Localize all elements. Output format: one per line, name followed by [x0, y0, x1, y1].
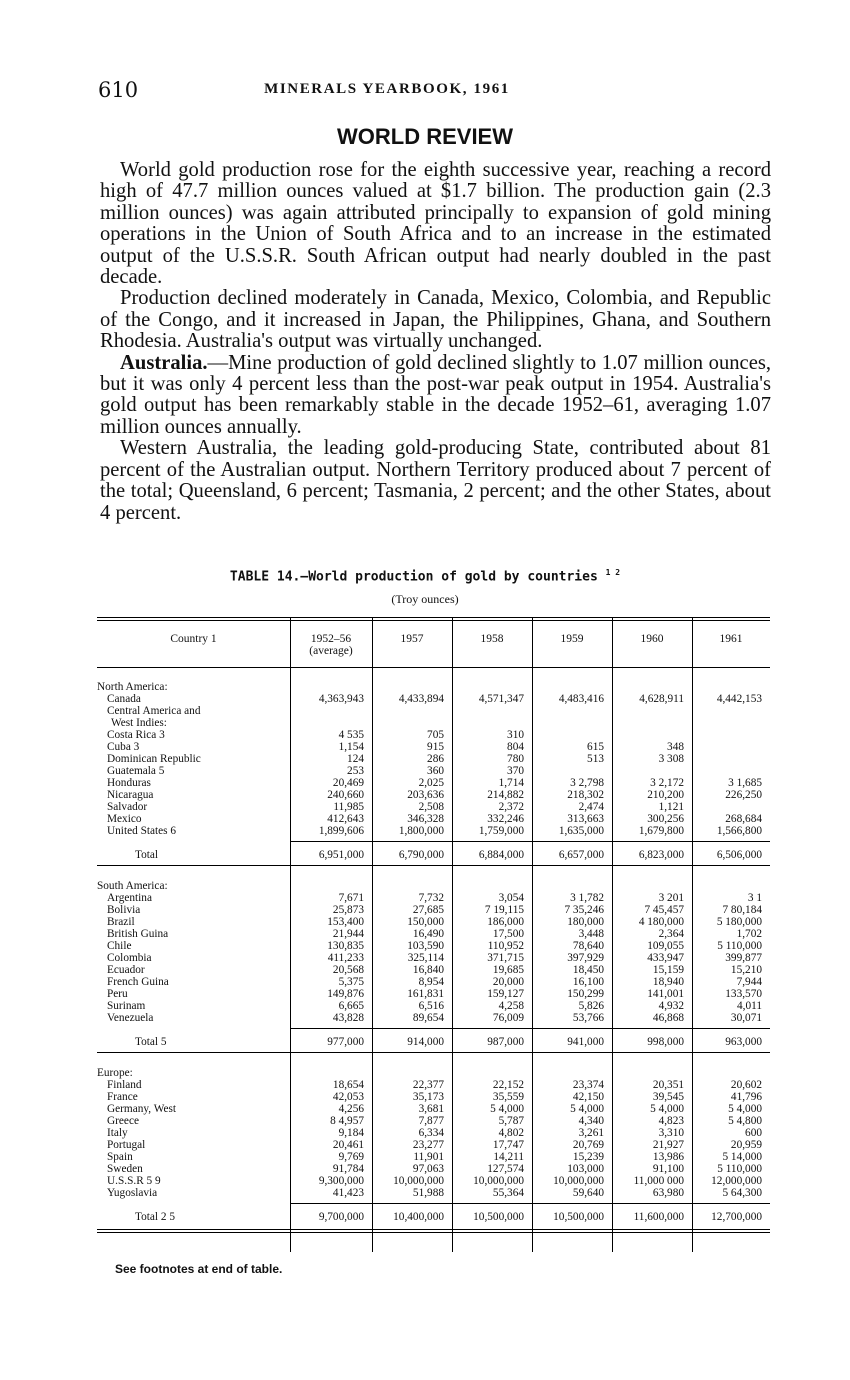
table-cell: 63,980 — [652, 1187, 684, 1199]
row-label: Dominican Republic — [107, 754, 201, 765]
table-cell: 4 535 — [338, 729, 364, 741]
table-cell: 313,663 — [567, 813, 604, 825]
table-cell: 332,246 — [487, 813, 524, 825]
table-cell: 6,790,000 — [398, 849, 444, 861]
table-cell: 6,657,000 — [558, 849, 604, 861]
table-cell: 6,951,000 — [318, 849, 364, 861]
table-cell: 133,570 — [725, 988, 762, 1000]
table-cell: 17,747 — [492, 1139, 524, 1151]
table-cell: 5 14,000 — [722, 1151, 762, 1163]
table-cell: 10,500,000 — [473, 1211, 524, 1223]
row-label: Ecuador — [107, 965, 145, 976]
paragraph: Australia.—Mine production of gold declined slightly to 1.07 million ounces, but it was only 4 percent less than the post-war peak output in 1954. Australia's gold output has been remarkably stable in the decade 1952–61, averaging 1.07 million ounces annually. — [100, 351, 771, 438]
table-cell: 5 180,000 — [716, 916, 762, 928]
table-cell: 46,868 — [652, 1012, 684, 1024]
table-cell: 42,150 — [572, 1091, 604, 1103]
table-cell: 35,559 — [492, 1091, 524, 1103]
table-cell: 2,508 — [418, 801, 444, 813]
table-cell: 705 — [427, 729, 444, 741]
table-cell: 12,000,000 — [711, 1175, 762, 1187]
table-cell: 3 2,798 — [570, 777, 604, 789]
table-cell: 2,372 — [498, 801, 524, 813]
table-cell: 124 — [347, 753, 364, 765]
table-cell: 214,882 — [487, 789, 524, 801]
table-cell: 210,200 — [647, 789, 684, 801]
table-cell: 7 45,457 — [644, 904, 684, 916]
table-caption: TABLE 14.—World production of gold by countries $^{1 2}$ — [229, 568, 621, 585]
table-cell: 30,071 — [730, 1012, 762, 1024]
table-cell: 1,800,000 — [398, 825, 444, 837]
table-cell: 8,954 — [418, 976, 444, 988]
table-cell: 18,450 — [572, 964, 604, 976]
table-cell: 23,374 — [572, 1079, 604, 1091]
table-cell: 19,685 — [492, 964, 524, 976]
journal-title: MINERALS YEARBOOK, 1961 — [264, 81, 510, 97]
table-cell: 22,377 — [412, 1079, 444, 1091]
table-cell: 20,351 — [652, 1079, 684, 1091]
table-cell: 203,636 — [407, 789, 444, 801]
section-rule — [97, 865, 770, 866]
table-cell: 10,000,000 — [473, 1175, 524, 1187]
column-header: 1952–56 (average) — [309, 633, 353, 657]
table-cell: 346,328 — [407, 813, 444, 825]
table-cell: 5 4,000 — [490, 1103, 524, 1115]
row-label: Peru — [107, 989, 128, 1000]
table-cell: 4 180,000 — [638, 916, 684, 928]
row-label: Yugoslavia — [107, 1188, 158, 1199]
row-label: Chile — [107, 941, 132, 952]
row-label: Mexico — [107, 814, 142, 825]
table-cell: 3,448 — [578, 928, 604, 940]
table-cell: 397,929 — [567, 952, 604, 964]
table-cell: 226,250 — [725, 789, 762, 801]
row-label: Honduras — [107, 778, 151, 789]
row-label: Europe: — [97, 1068, 133, 1079]
table-cell: 9,300,000 — [318, 1175, 364, 1187]
table-cell: 41,796 — [730, 1091, 762, 1103]
table-cell: 5,375 — [338, 976, 364, 988]
table-cell: 3 308 — [658, 753, 684, 765]
row-label: Cuba 3 — [107, 742, 140, 753]
table-cell: 10,500,000 — [553, 1211, 604, 1223]
table-cell: 59,640 — [572, 1187, 604, 1199]
column-header: Country 1 — [170, 633, 217, 645]
table-cell: 76,009 — [492, 1012, 524, 1024]
table-cell: 253 — [347, 765, 364, 777]
row-label: Finland — [107, 1080, 142, 1091]
table-cell: 18,654 — [332, 1079, 364, 1091]
section-title: WORLD REVIEW — [337, 124, 513, 149]
table-cell: 3 1 — [747, 892, 762, 904]
table-cell: 780 — [507, 753, 524, 765]
table-cell: 91,784 — [332, 1163, 364, 1175]
table-cell: 348 — [667, 741, 684, 753]
table-cell: 941,000 — [567, 1036, 604, 1048]
table-cell: 615 — [587, 741, 604, 753]
row-label: Total — [135, 850, 159, 861]
table-cell: 6,884,000 — [478, 849, 524, 861]
table-cell: 2,025 — [418, 777, 444, 789]
table-cell: 20,461 — [332, 1139, 364, 1151]
table-cell: 987,000 — [487, 1036, 524, 1048]
table-cell: 310 — [507, 729, 524, 741]
table-cell: 977,000 — [327, 1036, 364, 1048]
table-cell: 6,516 — [418, 1000, 444, 1012]
table-cell: 4,571,347 — [478, 693, 524, 705]
table-cell: 150,299 — [567, 988, 604, 1000]
table-cell: 3 1,782 — [570, 892, 604, 904]
table-cell: 9,184 — [338, 1127, 364, 1139]
table-cell: 7,732 — [418, 892, 444, 904]
table-cell: 42,053 — [332, 1091, 364, 1103]
table-cell: 412,643 — [327, 813, 364, 825]
production-table — [97, 617, 770, 1252]
row-label: Canada — [107, 694, 141, 705]
table-bottom-rule — [97, 1229, 770, 1233]
table-cell: 11,600,000 — [633, 1211, 684, 1223]
table-cell: 240,660 — [327, 789, 364, 801]
row-label: Colombia — [107, 953, 152, 964]
table-cell: 804 — [507, 741, 524, 753]
table-cell: 370 — [507, 765, 524, 777]
running-head — [98, 78, 778, 104]
row-label: Costa Rica 3 — [107, 730, 165, 741]
table-cell: 4,442,153 — [716, 693, 762, 705]
table-cell: 20,959 — [730, 1139, 762, 1151]
row-label: Sweden — [107, 1164, 143, 1175]
paragraph: Western Australia, the leading gold-producing State, contributed about 81 percent of the Australian output. Northern Territory produced about 7 percent of the total; Queensland, 6 percent; Tasmania, 2 percent; and the other States, about 4 percent. — [100, 437, 771, 524]
table-cell: 5 4,000 — [570, 1103, 604, 1115]
table-cell: 16,840 — [412, 964, 444, 976]
table-cell: 1,154 — [338, 741, 364, 753]
table-cell: 10,000,000 — [553, 1175, 604, 1187]
row-label: U.S.S.R 5 9 — [107, 1176, 161, 1187]
table-cell: 20,568 — [332, 964, 364, 976]
table-cell: 127,574 — [487, 1163, 524, 1175]
table-cell: 141,001 — [647, 988, 684, 1000]
table-cell: 11,000 000 — [633, 1175, 684, 1187]
table-cell: 1,899,606 — [318, 825, 364, 837]
table-cell: 186,000 — [487, 916, 524, 928]
table-cell: 4,258 — [498, 1000, 524, 1012]
caption-footnote-refs: 1 2 — [605, 568, 621, 577]
table-cell: 4,802 — [498, 1127, 524, 1139]
table-cell: 286 — [427, 753, 444, 765]
table-cell: 12,700,000 — [711, 1211, 762, 1223]
row-label: French Guina — [107, 977, 169, 988]
table-cell: 43,828 — [332, 1012, 364, 1024]
row-label: Greece — [107, 1116, 139, 1127]
column-header: 1959 — [560, 633, 584, 645]
table-cell: 7,877 — [418, 1115, 444, 1127]
table-cell: 150,000 — [407, 916, 444, 928]
table-cell: 2,364 — [658, 928, 684, 940]
table-cell: 6,506,000 — [716, 849, 762, 861]
table-cell: 963,000 — [725, 1036, 762, 1048]
table-cell: 1,566,800 — [716, 825, 762, 837]
page-number: 610 — [98, 78, 139, 102]
column-header: 1957 — [400, 633, 424, 645]
table-cell: 161,831 — [407, 988, 444, 1000]
row-label: British Guina — [107, 929, 169, 940]
table-cell: 15,239 — [572, 1151, 604, 1163]
table-cell: 89,654 — [412, 1012, 444, 1024]
table-cell: 110,952 — [487, 940, 524, 952]
table-cell: 5 110,000 — [717, 940, 762, 952]
table-cell: 39,545 — [652, 1091, 684, 1103]
table-cell: 3 2,172 — [650, 777, 684, 789]
table-cell: 11,901 — [413, 1151, 444, 1163]
footnote-reference: See footnotes at end of table. — [115, 1262, 283, 1276]
row-label: West Indies: — [111, 718, 167, 729]
table-cell: 21,944 — [332, 928, 364, 940]
table-cell: 7 19,115 — [484, 904, 524, 916]
table-cell: 53,766 — [572, 1012, 604, 1024]
table-cell: 55,364 — [492, 1187, 524, 1199]
table-cell: 4,433,894 — [398, 693, 444, 705]
table-cell: 180,000 — [567, 916, 604, 928]
table-cell: 51,988 — [412, 1187, 444, 1199]
table-cell: 300,256 — [647, 813, 684, 825]
total-top-rule — [290, 841, 770, 842]
table-cell: 5 64,300 — [722, 1187, 762, 1199]
row-label: Venezuela — [107, 1013, 154, 1024]
table-cell: 1,679,800 — [638, 825, 684, 837]
table-cell: 20,602 — [730, 1079, 762, 1091]
row-label: Total 5 — [135, 1037, 167, 1048]
row-label: Nicaragua — [107, 790, 154, 801]
row-label: Italy — [107, 1128, 128, 1139]
column-header: 1958 — [480, 633, 504, 645]
table-cell: 9,700,000 — [318, 1211, 364, 1223]
table-cell: 5 4,800 — [728, 1115, 762, 1127]
table-cell: 5 110,000 — [717, 1163, 762, 1175]
table-cell: 6,823,000 — [638, 849, 684, 861]
table-cell: 7 35,246 — [564, 904, 604, 916]
table-cell: 3,054 — [498, 892, 524, 904]
table-cell: 97,063 — [412, 1163, 444, 1175]
table-cell: 25,873 — [332, 904, 364, 916]
table-cell: 1,714 — [498, 777, 524, 789]
table-cell: 268,684 — [725, 813, 762, 825]
table-cell: 16,100 — [572, 976, 604, 988]
table-cell: 14,211 — [493, 1151, 524, 1163]
table-cell: 5,787 — [498, 1115, 524, 1127]
table-cell: 914,000 — [407, 1036, 444, 1048]
table-cell: 4,932 — [658, 1000, 684, 1012]
table-cell: 5 4,000 — [650, 1103, 684, 1115]
table-cell: 2,474 — [578, 801, 604, 813]
table-cell: 4,363,943 — [318, 693, 364, 705]
row-label: United States 6 — [107, 826, 177, 837]
table-cell: 23,277 — [412, 1139, 444, 1151]
table-cell: 6,665 — [338, 1000, 364, 1012]
header-bottom-rule — [97, 667, 770, 668]
table-cell: 35,173 — [412, 1091, 444, 1103]
table-cell: 998,000 — [647, 1036, 684, 1048]
table-cell: 15,210 — [730, 964, 762, 976]
table-cell: 1,121 — [658, 801, 684, 813]
table-cell: 9,769 — [338, 1151, 364, 1163]
table-cell: 3 201 — [658, 892, 684, 904]
table-cell: 5,826 — [578, 1000, 604, 1012]
row-label: Surinam — [107, 1001, 146, 1012]
row-label: Central America and — [107, 706, 201, 717]
table-cell: 411,233 — [327, 952, 364, 964]
table-cell: 13,986 — [652, 1151, 684, 1163]
row-label: Total 2 5 — [135, 1212, 175, 1223]
row-label: Bolivia — [107, 905, 141, 916]
table-cell: 3 1,685 — [728, 777, 762, 789]
table-cell: 103,000 — [567, 1163, 604, 1175]
row-label: Salvador — [107, 802, 148, 813]
table-cell: 1,702 — [736, 928, 762, 940]
table-cell: 109,055 — [647, 940, 684, 952]
table-cell: 4,483,416 — [558, 693, 604, 705]
table-cell: 3,681 — [418, 1103, 444, 1115]
paragraph-lead: Australia. — [120, 351, 208, 374]
table-cell: 159,127 — [487, 988, 524, 1000]
table-cell: 149,876 — [327, 988, 364, 1000]
table-cell: 4,823 — [658, 1115, 684, 1127]
table-cell: 6,334 — [418, 1127, 444, 1139]
row-label: Spain — [107, 1152, 133, 1163]
row-label: South America: — [97, 881, 168, 892]
table-units: (Troy ounces) — [391, 592, 459, 606]
table-cell: 915 — [427, 741, 444, 753]
table-cell: 7,671 — [338, 892, 364, 904]
table-cell: 103,590 — [407, 940, 444, 952]
table-cell: 11,985 — [333, 801, 364, 813]
table-cell: 18,940 — [652, 976, 684, 988]
table-cell: 1,635,000 — [558, 825, 604, 837]
table-cell: 7,944 — [736, 976, 762, 988]
table-cell: 130,835 — [327, 940, 364, 952]
table-cell: 16,490 — [412, 928, 444, 940]
table-cell: 78,640 — [572, 940, 604, 952]
table-cell: 5 4,000 — [728, 1103, 762, 1115]
table-cell: 10,400,000 — [393, 1211, 444, 1223]
table-top-rule — [97, 617, 770, 621]
row-label: Brazil — [107, 917, 135, 928]
column-header: 1961 — [719, 633, 743, 645]
row-label: North America: — [97, 682, 168, 693]
table-cell: 8 4,957 — [330, 1115, 364, 1127]
row-label: France — [107, 1092, 138, 1103]
table-cell: 41,423 — [332, 1187, 364, 1199]
table-cell: 21,927 — [652, 1139, 684, 1151]
table-cell: 4,011 — [737, 1000, 762, 1012]
paragraph: World gold production rose for the eighth successive year, reaching a record high of 47.7 million ounces valued at $1.7 billion. The production gain (2.3 million ounces) was again attributed principally to expansion of gold mining operations in the Union of South Africa and to an increase in the estimated output of the U.S.S.R. South African output had nearly doubled in the past decade. — [100, 159, 771, 289]
table-cell: 433,947 — [647, 952, 684, 964]
table-cell: 1,759,000 — [478, 825, 524, 837]
table-cell: 325,114 — [407, 952, 444, 964]
table-cell: 513 — [587, 753, 604, 765]
table-cell: 7 80,184 — [722, 904, 762, 916]
table-cell: 3,310 — [658, 1127, 684, 1139]
table-cell: 20,000 — [492, 976, 524, 988]
table-cell: 4,340 — [578, 1115, 604, 1127]
row-label: Argentina — [107, 893, 152, 904]
table-cell: 4,256 — [338, 1103, 364, 1115]
column-header: 1960 — [640, 633, 664, 645]
table-cell: 600 — [745, 1127, 762, 1139]
table-cell: 27,685 — [412, 904, 444, 916]
table-cell: 17,500 — [492, 928, 524, 940]
table-cell: 10,000,000 — [393, 1175, 444, 1187]
table-cell: 22,152 — [492, 1079, 524, 1091]
row-label: Portugal — [107, 1140, 146, 1151]
table-cell: 91,100 — [652, 1163, 684, 1175]
table-cell: 360 — [427, 765, 444, 777]
total-top-rule — [290, 1028, 770, 1029]
table-cell: 15,159 — [652, 964, 684, 976]
table-cell: 399,877 — [725, 952, 762, 964]
table-cell: 218,302 — [567, 789, 604, 801]
table-cell: 371,715 — [487, 952, 524, 964]
table-cell: 4,628,911 — [639, 693, 684, 705]
row-label: Guatemala 5 — [107, 766, 165, 777]
row-label: Germany, West — [107, 1104, 177, 1115]
table-cell: 153,400 — [327, 916, 364, 928]
table-cell: 20,469 — [332, 777, 364, 789]
total-top-rule — [290, 1203, 770, 1204]
table-cell: 3,261 — [578, 1127, 604, 1139]
paragraph: Production declined moderately in Canada, Mexico, Colombia, and Republic of the Congo, and it increased in Japan, the Philippines, Ghana, and Southern Rhodesia. Australia's output was virtually unchanged. — [100, 287, 771, 353]
body-text — [100, 160, 771, 524]
table-cell: 20,769 — [572, 1139, 604, 1151]
section-rule — [97, 1052, 770, 1053]
